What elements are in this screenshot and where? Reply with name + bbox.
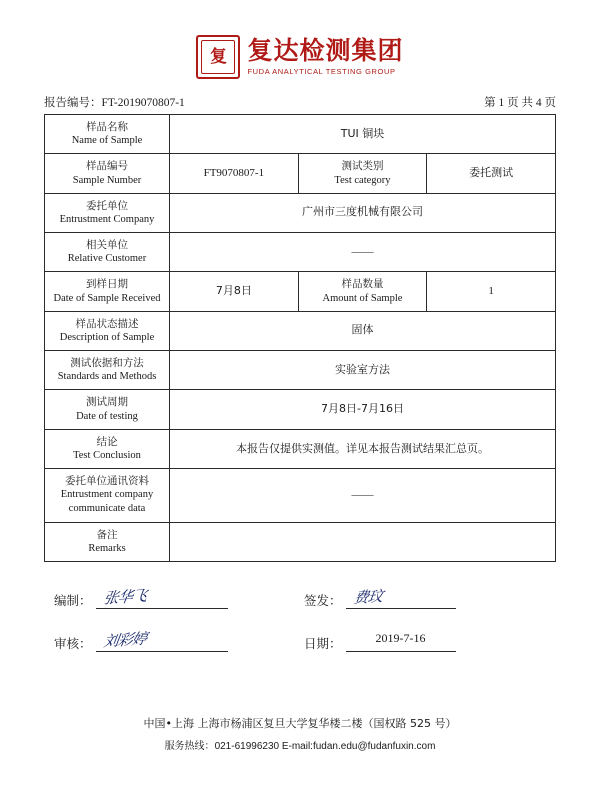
- row-label-date-of-testing: 测试周期 Date of testing: [45, 390, 170, 429]
- row-label-test-category: 测试类别 Test category: [298, 154, 427, 193]
- logo-glyph: 复: [201, 40, 235, 74]
- report-meta: [44, 94, 556, 110]
- footer-address: 中国•上海 上海市杨浦区复旦大学复华楼二楼（国权路 525 号）: [143, 717, 457, 730]
- row-label-sample-number: 样品编号 Sample Number: [45, 154, 170, 193]
- table-row: [45, 115, 556, 154]
- table-row: [45, 272, 556, 311]
- row-value-remarks: [170, 522, 556, 561]
- row-value-name-of-sample: TUI 铜块: [170, 115, 556, 154]
- row-label-relative-customer: 相关单位 Relative Customer: [45, 233, 170, 272]
- row-label-entrustment-company: 委托单位 Entrustment Company: [45, 193, 170, 232]
- table-row: [45, 469, 556, 523]
- table-row: [45, 154, 556, 193]
- row-label-name-of-sample: 样品名称 Name of Sample: [45, 115, 170, 154]
- page-footer: [0, 715, 600, 752]
- row-label-remarks: 备注 Remarks: [45, 522, 170, 561]
- signature-row-top: [54, 588, 546, 609]
- footer-contact-label: 服务热线：: [164, 741, 215, 752]
- row-value-standards-methods: 实验室方法: [170, 351, 556, 390]
- footer-contact-value: 021-61996230 E-mail:fudan.edu@fudanfuxin.com: [214, 741, 436, 752]
- company-logo-icon: [196, 35, 240, 79]
- row-value-communicate-data: ——: [170, 469, 556, 523]
- row-value-entrustment-company: 广州市三度机械有限公司: [170, 193, 556, 232]
- compiled-by-label: 编制：: [54, 592, 92, 608]
- logo-text-block: [247, 38, 403, 75]
- signature-row-bottom: [54, 631, 546, 652]
- table-row: [45, 311, 556, 350]
- row-value-relative-customer: ——: [170, 233, 556, 272]
- date-value: 2019-7-16: [346, 631, 456, 652]
- row-value-description-of-sample: 固体: [170, 311, 556, 350]
- reviewed-by-label: 审核：: [54, 635, 92, 651]
- row-label-communicate-data: 委托单位通讯资料 Entrustment company communicate data: [45, 469, 170, 523]
- issued-by-signature: 费玟: [351, 586, 383, 607]
- row-value-amount-of-sample: 1: [427, 272, 556, 311]
- row-label-description-of-sample: 样品状态描述 Description of Sample: [45, 311, 170, 350]
- date-field: [304, 631, 456, 652]
- page-number: 第 1 页 共 4 页: [484, 97, 556, 109]
- reviewed-by-field: [54, 631, 304, 652]
- footer-contact: [0, 737, 600, 752]
- row-value-test-category: 委托测试: [427, 154, 556, 193]
- row-label-amount-of-sample: 样品数量 Amount of Sample: [298, 272, 427, 311]
- row-value-date-of-testing: 7月8日-7月16日: [170, 390, 556, 429]
- report-number: 报告编号：FT-2019070807-1: [44, 97, 185, 109]
- table-row: [45, 429, 556, 468]
- issued-by-line: [346, 588, 456, 609]
- row-label-test-conclusion: 结论 Test Conclusion: [45, 429, 170, 468]
- reviewed-by-signature: 刘彩婷: [101, 629, 148, 651]
- table-row: [45, 193, 556, 232]
- table-row: [45, 351, 556, 390]
- row-value-date-received: 7月8日: [170, 272, 299, 311]
- signature-area: [54, 588, 546, 652]
- sample-info-table: [44, 114, 556, 562]
- issued-by-label: 签发：: [304, 592, 342, 608]
- issued-by-field: [304, 588, 456, 609]
- company-name-en: FUDA ANALYTICAL TESTING GROUP: [247, 66, 396, 76]
- company-name-cn: 复达检测集团: [247, 36, 404, 66]
- compiled-by-signature: 张华飞: [101, 586, 148, 608]
- compiled-by-field: [54, 588, 304, 609]
- compiled-by-line: [96, 588, 228, 609]
- table-row: [45, 233, 556, 272]
- row-value-sample-number: FT9070807-1: [170, 154, 299, 193]
- row-value-test-conclusion: 本报告仅提供实测值。详见本报告测试结果汇总页。: [170, 429, 556, 468]
- row-label-date-received: 到样日期 Date of Sample Received: [45, 272, 170, 311]
- reviewed-by-line: [96, 631, 228, 652]
- row-label-standards-methods: 测试依据和方法 Standards and Methods: [45, 351, 170, 390]
- logo-header: [0, 0, 600, 80]
- table-row: [45, 390, 556, 429]
- date-label: 日期：: [304, 635, 342, 651]
- table-row: [45, 522, 556, 561]
